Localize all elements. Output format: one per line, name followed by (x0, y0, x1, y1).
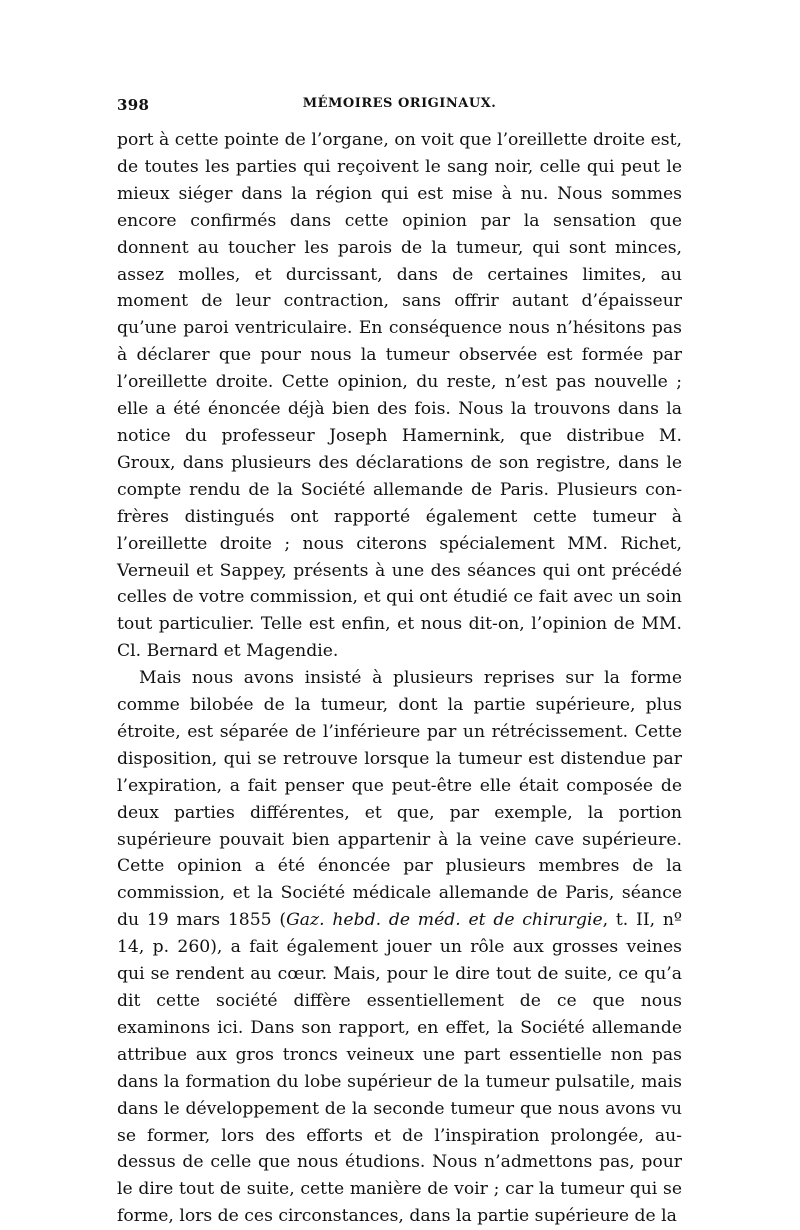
paragraph-text: Mais nous avons insisté à plusieurs reprises sur la forme comme bilobée de la tumeur, dont la partie supérieure, plus étroite, est séparée de l’inférieure par un rétrécissement. Cette disposition, qui se retrouve lorsque la tumeur est distendue par l’expiration, a fait penser que peut-être elle était composée de deux parties différentes, et que, par exemple, la portion supérieure pouvait bien appartenir à la veine cave supérieure. Cette opinion a été énoncée par plusieurs membres de la commission, et la Société médicale allemande de Paris, séance du 19 mars 1855 ( (117, 668, 682, 931)
paragraph (117, 665, 682, 1230)
citation-title: Gaz. hebd. de méd. et de chirurgie (286, 910, 603, 931)
body-text (117, 127, 682, 1230)
page-number: 398 (117, 96, 150, 114)
page-header (117, 96, 682, 122)
running-head: MÉMOIRES ORIGINAUX. (302, 96, 497, 111)
paragraph (117, 127, 682, 665)
paragraph-text: port à cette pointe de l’organe, on voit que l’oreillette droite est, de toutes les parties qui reçoivent le sang noir, celle qui peut le mieux siéger dans la région qui est mise à nu. Nous sommes encore confirmés dans cette opinion par la sensation que donnent au toucher les parois de la tumeur, qui sont minces, assez molles, et durcissant, dans de certaines limites, au moment de leur contraction, sans offrir autant d’épaisseur qu’une paroi ventriculaire. En conséquence nous n’hésitons pas à déclarer que pour nous la tumeur observée est formée par l’oreillette droite. Cette opinion, du reste, n’est pas nouvelle ; elle a été énoncée déjà bien des fois. Nous la trouvons dans la notice du professeur Joseph Hamernink, que distribue M. Groux, dans plusieurs des déclarations de son registre, dans le compte rendu de la Société allemande de Paris. Plusieurs confrères distingués ont rapporté également cette tumeur à l’oreillette droite ; nous citerons spécialement MM. Richet, Verneuil et Sappey, présents à une des séances qui ont précédé celles de votre commission, et qui ont étudié ce fait avec un soin tout particulier. Telle est enfin, et nous dit-on, l’opinion de MM. Cl. Bernard et Magendie. (117, 130, 682, 662)
paragraph-text: , t. II, nº 14, p. 260), a fait également jouer un rôle aux grosses veines qui se rendent au cœur. Mais, pour le dire tout de suite, ce qu’a dit cette société diffère essentiellement de ce que nous examinons ici. Dans son rapport, en effet, la Société allemande attribue aux gros troncs veineux une part essentielle non pas dans la formation du lobe supérieur de la tumeur pulsatile, mais dans le développement de la seconde tumeur que nous avons vu se former, lors des efforts et de l’inspiration prolongée, au-dessus de celle que nous étudions. Nous n’admettons pas, pour le dire tout de suite, cette manière de voir ; car la tumeur qui se forme, lors de ces circonstances, dans la partie supérieure de la (117, 910, 683, 1227)
